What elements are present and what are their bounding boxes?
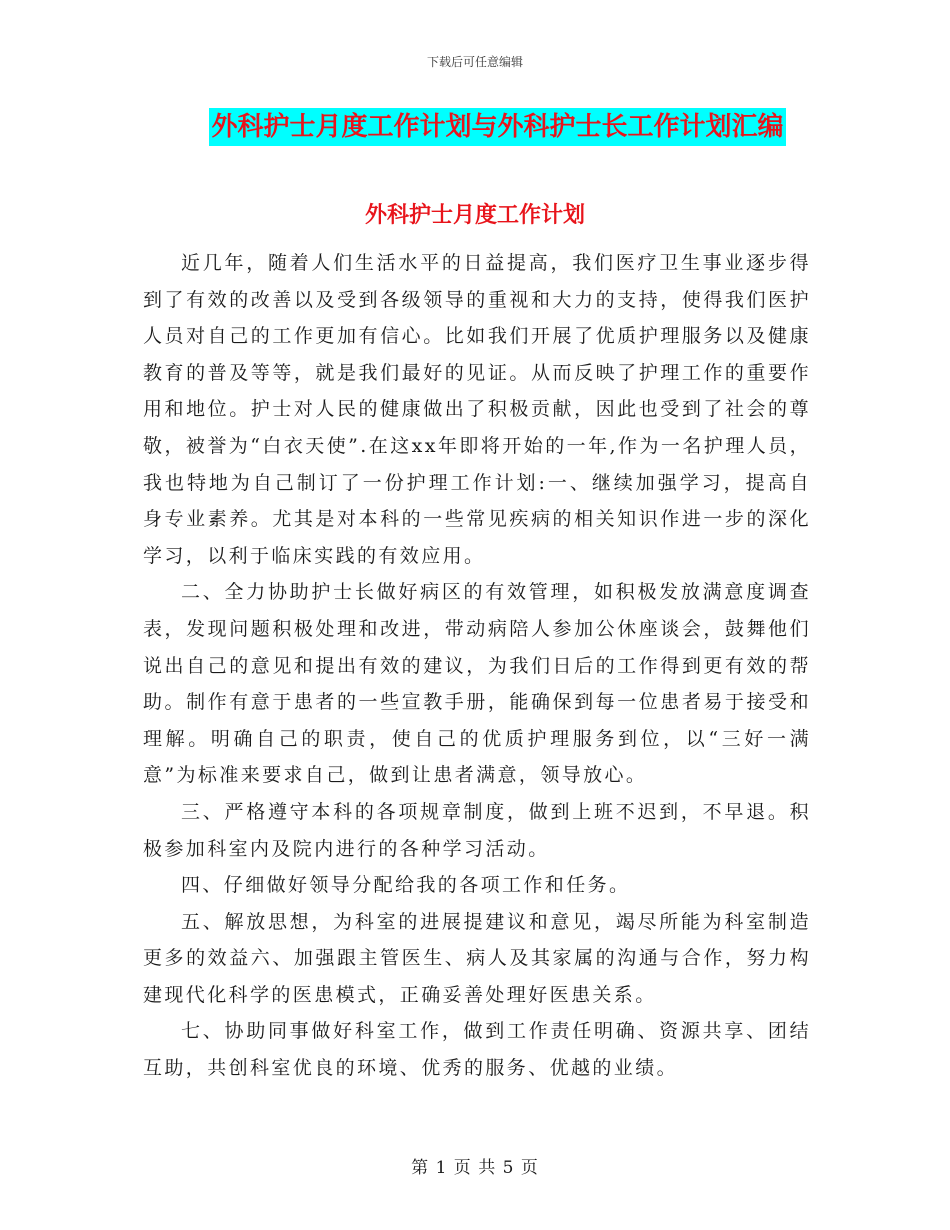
paragraph-1: 近几年，随着人们生活水平的日益提高，我们医疗卫生事业逐步得到了有效的改善以及受到各级领导的重视和大力的支持，使得我们医护人员对自己的工作更加有信心。比如我们开展了优质护理服务以及健康教育的普及等等，就是我们最好的见证。从而反映了护理工作的重要作用和地位。护士对人民的健康做出了积极贡献，因此也受到了社会的尊敬，被誉为“白衣天使”.在这xx年即将开始的一年,作为一名护理人员，我也特地为自己制订了一份护理工作计划:一、继续加强学习，提高自身专业素养。尤其是对本科的一些常见疾病的相关知识作进一步的深化学习，以利于临床实践的有效应用。 xyxy=(143,252,811,567)
page-number-footer: 第 1 页 共 5 页 xyxy=(411,1158,539,1178)
section-title: 外科护士月度工作计划 xyxy=(364,202,585,228)
document-title-text: 外科护士月度工作计划与外科护士长工作计划汇编 xyxy=(209,108,785,146)
paragraph-6: 七、协助同事做好科室工作，做到工作责任明确、资源共享、团结互助，共创科室优良的环境、优秀的服务、优越的业绩。 xyxy=(143,1020,811,1080)
paragraph-3: 三、严格遵守本科的各项规章制度，做到上班不迟到，不早退。积极参加科室内及院内进行的各种学习活动。 xyxy=(143,800,811,860)
paragraph-5: 五、解放思想，为科室的进展提建议和意见，竭尽所能为科室制造更多的效益六、加强跟主管医生、病人及其家属的沟通与合作，努力构建现代化科学的医患模式，正确妥善处理好医患关系。 xyxy=(143,910,811,1006)
paragraph-4: 四、仔细做好领导分配给我的各项工作和任务。 xyxy=(181,874,631,897)
page-header-note: 下载后可任意编辑 xyxy=(426,55,523,69)
paragraph-2: 二、全力协助护士长做好病区的有效管理，如积极发放满意度调查表，发现问题积极处理和改进，带动病陪人参加公休座谈会，鼓舞他们说出自己的意见和提出有效的建议，为我们日后的工作得到更有效的帮助。制作有意于患者的一些宣教手册，能确保到每一位患者易于接受和理解。明确自己的职责，使自己的优质护理服务到位，以“三好一满意”为标准来要求自己，做到让患者满意，领导放心。 xyxy=(143,581,811,787)
document-title xyxy=(0,108,950,146)
document-body xyxy=(143,245,811,1087)
